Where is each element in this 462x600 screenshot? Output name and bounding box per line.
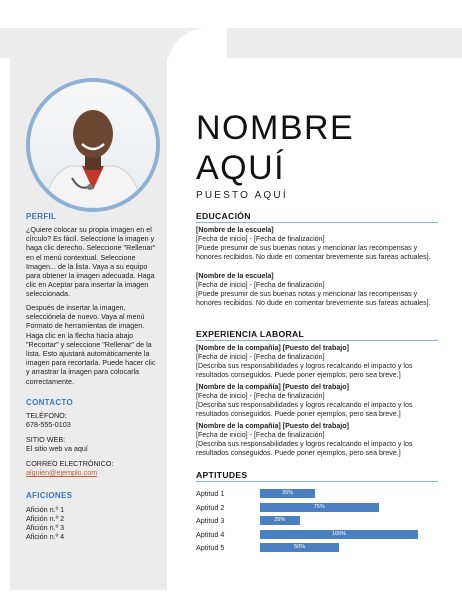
phone-label: TELÉFONO:: [26, 411, 67, 420]
experience-title: EXPERIENCIA LABORAL: [196, 329, 305, 339]
education-dates: [Fecha de inicio] - [Fecha de finalización]: [196, 235, 325, 243]
skill-label: Aptitud 1: [196, 489, 225, 498]
skill-percent: 100%: [331, 530, 347, 537]
skill-percent: 75%: [313, 503, 325, 510]
school-name: [Nombre de la escuela]: [196, 272, 274, 280]
email-link[interactable]: [26, 468, 160, 477]
school-name: [Nombre de la escuela]: [196, 226, 274, 234]
web-label: SITIO WEB:: [26, 435, 66, 444]
experience-dates: [Fecha de inicio] - [Fecha de finalización]: [196, 431, 325, 439]
skills-divider: [196, 481, 438, 482]
person-image: [30, 82, 156, 208]
skill-percent: 50%: [293, 544, 305, 550]
skill-bar: [260, 516, 300, 525]
company-name: [Nombre de la compañía] [Puesto del trabajo]: [196, 422, 349, 430]
web-value: El sitio web va aquí: [26, 444, 88, 453]
experience-entry: [196, 422, 438, 458]
skill-bar: [260, 530, 418, 539]
skill-label: Aptitud 4: [196, 529, 225, 539]
name-line-2: AQUÍ: [196, 149, 286, 187]
experience-divider: [196, 340, 438, 341]
profile-paragraph-2: Después de insertar la imagen, selecciónela de nuevo. Vaya al menú Formato de herramientas de imagen. Haga clic en la flecha hacia abajo "Recortar" y seleccione "Rellenar" de la lista. Esto ajustará automáticamente la imagen para recortarla. Puede hacer clic y arrastrar la imagen para colocarla correctamente.: [26, 303, 156, 386]
education-title: EDUCACIÓN: [196, 211, 251, 221]
profile-photo: [26, 78, 160, 212]
education-entry: [196, 226, 438, 262]
skill-row: [196, 529, 438, 541]
skill-bar: [260, 503, 379, 512]
skill-percent: 25%: [274, 517, 286, 523]
profile-paragraph-1: ¿Quiere colocar su propia imagen en el círculo? Es fácil. Seleccione la imagen y haga clic derecho. Seleccione "Rellenar" en el menú contextual. Seleccione Imagen... de la lista. Vaya a su equipo para obtener la imagen adecuada. Haga clic en Aceptar para insertar la imagen seleccionada.: [26, 225, 156, 299]
education-entry: [196, 272, 438, 308]
skill-row: [196, 515, 438, 527]
phone-value: 678-555-0103: [26, 420, 71, 429]
education-dates: [Fecha de inicio] - [Fecha de finalización]: [196, 281, 325, 289]
job-title: PUESTO AQUÍ: [196, 190, 288, 201]
header-band: [0, 28, 462, 58]
email-value[interactable]: alguien@ejemplo.com: [26, 468, 98, 477]
email-label: CORREO ELECTRÓNICO:: [26, 459, 114, 468]
hobby-item: Afición n.º 2: [26, 514, 65, 523]
experience-entry: [196, 383, 438, 419]
company-name: [Nombre de la compañía] [Puesto del trabajo]: [196, 344, 349, 352]
hobby-item: Afición n.º 3: [26, 523, 65, 532]
skill-bar: [260, 543, 339, 552]
hobbies-title: AFICIONES: [26, 491, 73, 500]
skill-row: [196, 542, 438, 554]
contact-title: CONTACTO: [26, 398, 73, 407]
skill-percent: 35%: [282, 490, 294, 496]
skill-label: Aptitud 5: [196, 543, 225, 552]
skill-label: Aptitud 2: [196, 502, 225, 512]
experience-description: [Describa sus responsabilidades y logros recalcando el impacto y los resultados conseguidos. Puede poner ejemplos, pero sea breve.]: [196, 401, 413, 418]
experience-dates: [Fecha de inicio] - [Fecha de finalización]: [196, 353, 325, 361]
education-description: [Puede presumir de sus buenas notas y mencionar las recompensas y honores recibidos. No dude en comentar brevemente sus fareas actuales].: [196, 290, 431, 307]
experience-entry: [196, 344, 438, 380]
experience-description: [Describa sus responsabilidades y logros recalcando el impacto y los resultados conseguidos. Puede poner ejemplos, pero sea breve.]: [196, 440, 413, 457]
skill-row: [196, 488, 438, 500]
experience-dates: [Fecha de inicio] - [Fecha de finalización]: [196, 392, 325, 400]
profile-title: PERFIL: [26, 212, 57, 221]
hobby-item: Afición n.º 1: [26, 505, 65, 514]
skill-bar: [260, 489, 315, 498]
hobby-item: Afición n.º 4: [26, 532, 65, 541]
skill-label: Aptitud 3: [196, 516, 225, 525]
name-heading: [196, 108, 354, 188]
education-description: [Puede presumir de sus buenas notas y mencionar las recompensas y honores recibidos. No dude en comentar brevemente sus fareas actuales].: [196, 244, 431, 261]
education-divider: [196, 222, 438, 223]
skills-title: APTITUDES: [196, 470, 248, 480]
experience-description: [Describa sus responsabilidades y logros recalcando el impacto y los resultados conseguidos. Puede poner ejemplos, pero sea breve.]: [196, 362, 413, 379]
name-line-1: NOMBRE: [196, 109, 355, 147]
company-name: [Nombre de la compañía] [Puesto del trabajo]: [196, 383, 349, 391]
skill-row: [196, 502, 438, 514]
